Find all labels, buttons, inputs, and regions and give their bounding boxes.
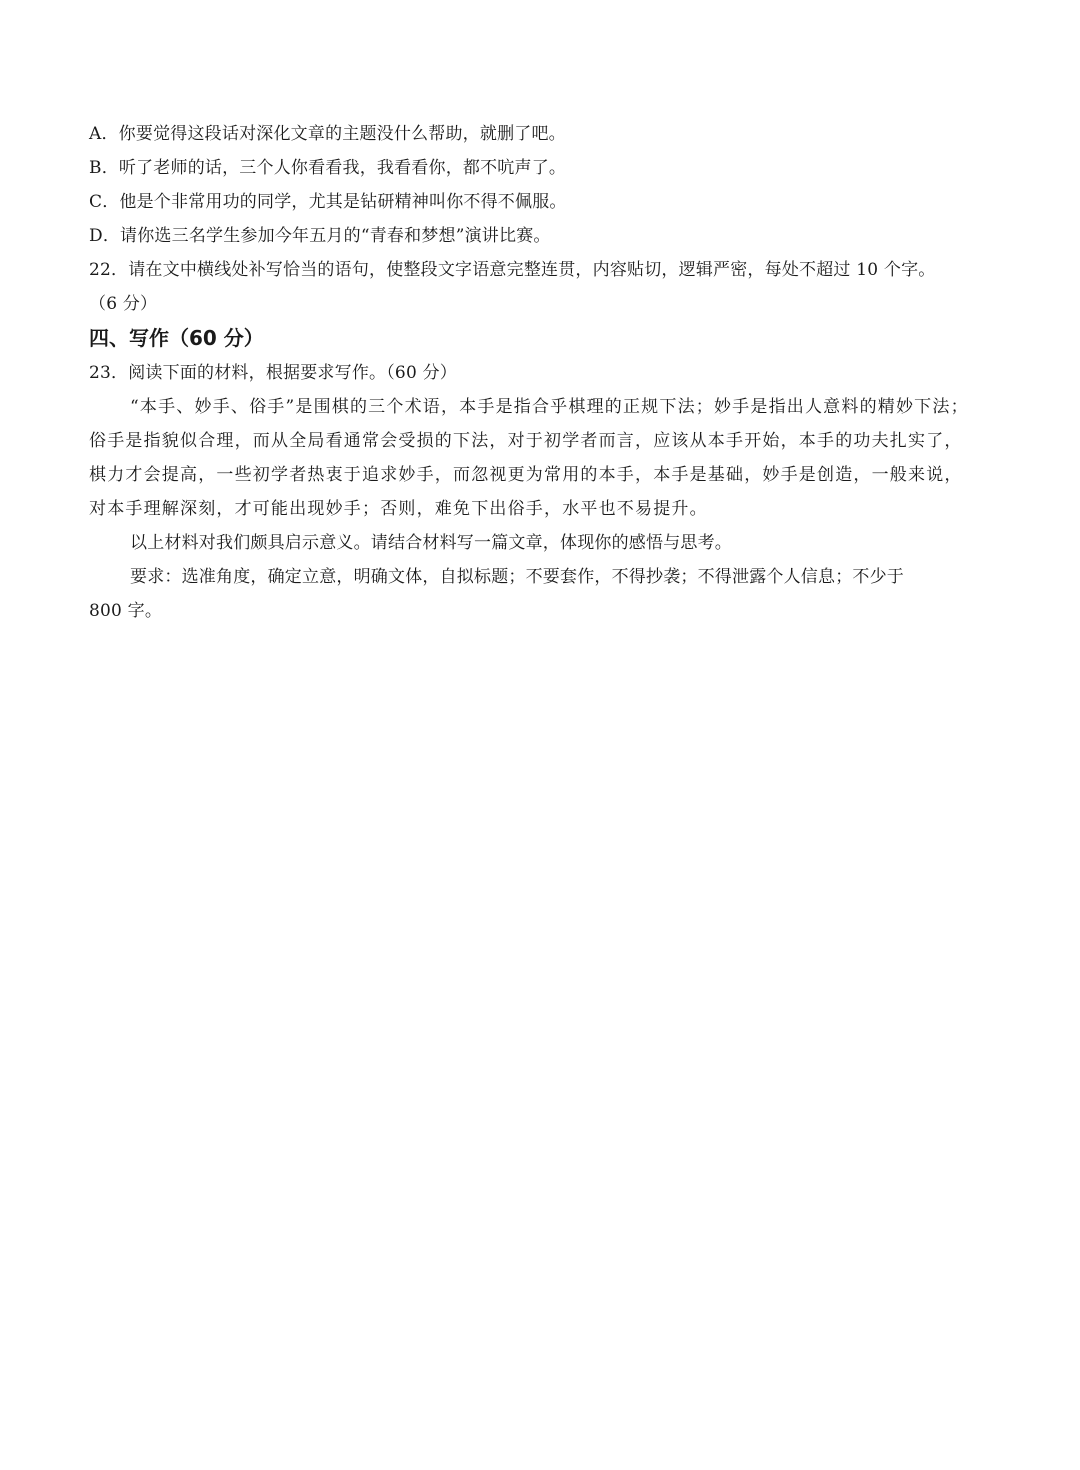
option-c: C．他是个非常用功的同学，尤其是钻研精神叫你不得不佩服。 [89, 192, 567, 212]
material-line-2: 俗手是指貌似合理，而从全局看通常会受损的下法，对于初学者而言，应该从本手开始，本手的功夫扎实了， [89, 431, 963, 451]
material-line-3: 棋力才会提高，一些初学者热衷于追求妙手，而忽视更为常用的本手，本手是基础，妙手是创造，一般来说， [89, 465, 963, 485]
writing-requirements-cont: 800 字。 [89, 601, 163, 621]
question-22-text: 22．请在文中横线处补写恰当的语句，使整段文字语意完整连贯，内容贴切，逻辑严密，每处不超过 10 个字。 [89, 260, 936, 280]
option-b: B．听了老师的话，三个人你看看我，我看看你，都不吭声了。 [89, 158, 567, 178]
writing-instruction: 以上材料对我们颇具启示意义。请结合材料写一篇文章，体现你的感悟与思考。 [130, 533, 732, 553]
material-line-1: “本手、妙手、俗手”是围棋的三个术语，本手是指合乎棋理的正规下法；妙手是指出人意料的精妙下法； [130, 397, 969, 417]
option-a: A．你要觉得这段话对深化文章的主题没什么帮助，就删了吧。 [89, 124, 566, 144]
question-23-prompt: 23．阅读下面的材料，根据要求写作。（60 分） [89, 363, 457, 383]
writing-requirements: 要求：选准角度，确定立意，明确文体，自拟标题；不要套作，不得抄袭；不得泄露个人信息；不少于 [130, 567, 904, 587]
question-22-score: （6 分） [89, 294, 158, 314]
section-4-heading: 四、写作（60 分） [89, 326, 264, 350]
material-line-4: 对本手理解深刻，才可能出现妙手；否则，难免下出俗手，水平也不易提升。 [89, 499, 708, 519]
option-d: D．请你选三名学生参加今年五月的“青春和梦想”演讲比赛。 [89, 226, 551, 246]
